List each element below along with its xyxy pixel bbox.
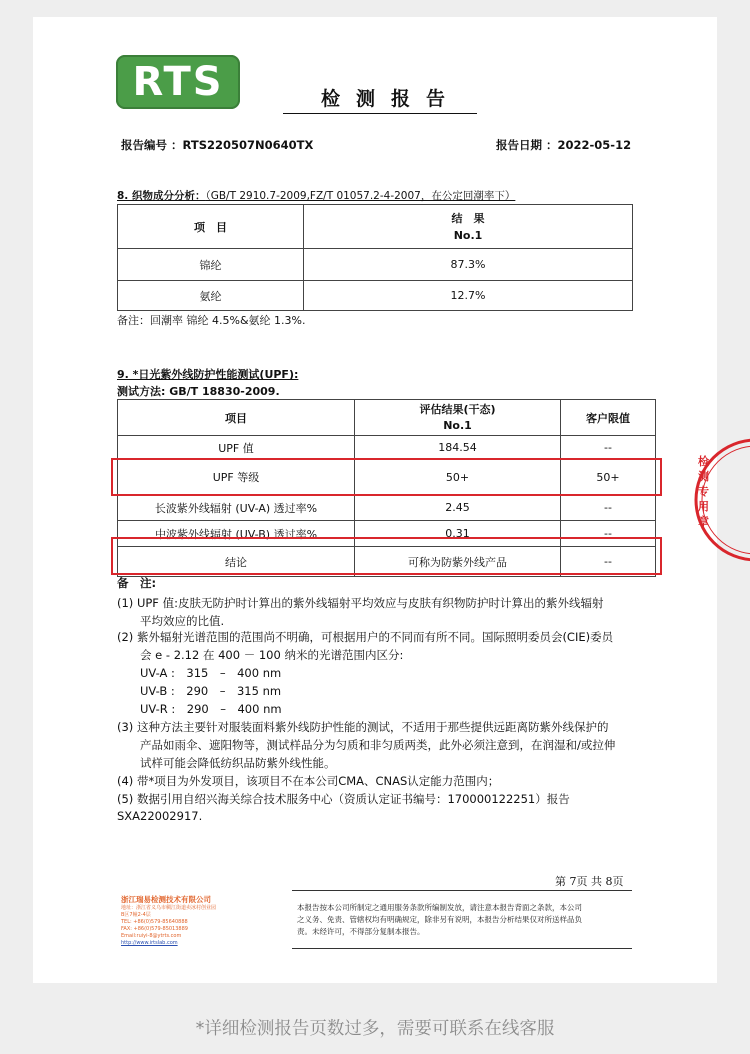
row-item: 中波紫外线辐射 (UV-B) 透过率% (118, 521, 355, 547)
note-1b: 平均效应的比值. (140, 614, 225, 628)
row-item: 长波紫外线辐射 (UV-A) 透过率% (118, 495, 355, 521)
row-value: 87.3% (304, 249, 633, 281)
inspection-stamp (684, 430, 750, 570)
footer-rule-top (292, 890, 632, 891)
composition-remark: 备注：回潮率 锦纶 4.5%&氨纶 1.3%. (117, 314, 306, 327)
conclusion-highlight (111, 537, 662, 575)
footer-rule-bottom (292, 948, 632, 949)
section8-title: 8. 织物成分分析： (117, 190, 206, 202)
row-value: 12.7% (304, 281, 633, 311)
row-item: 锦纶 (118, 249, 304, 281)
note-2a: (2) 紫外辐射光谱范围的范围尚不明确，可根据用户的不同而有所不同。国际照明委员会(CIE)委员 (117, 630, 614, 644)
row-item: 结论 (118, 547, 355, 577)
report-number-label: 报告编号 ： (121, 138, 183, 152)
report-date (496, 137, 631, 153)
rts-logo (116, 55, 240, 109)
title-underline (283, 113, 477, 114)
row-value: 50+ (355, 460, 561, 495)
report-number-value: RTS220507N0640TX (182, 138, 314, 152)
note-2b: 会 e - 2.12 在 400 － 100 纳米的光谱范围内区分: (140, 648, 404, 662)
row-item: UPF 等级 (118, 460, 355, 495)
disclaimer-line: 责。未经许可，不得部分复制本报告。 (297, 927, 425, 936)
note-3b: 产品如雨伞、遮阳物等，测试样品分为匀质和非匀质两类，此外必须注意到，在润湿和/或拉伸 (140, 738, 616, 752)
col-header-result (304, 205, 633, 249)
company-fax: FAX: +86(0)579-85013889 (121, 926, 188, 932)
company-address-1: 地址：浙江省义乌市稠江街道卖冰村创业园 (121, 905, 217, 911)
company-email: Email:ruiyi-8@ytrts.com (121, 933, 182, 939)
row-value: 2.45 (355, 495, 561, 521)
row-item: 氨纶 (118, 281, 304, 311)
stamp-graphic (684, 430, 750, 570)
disclaimer-line: 之义务、免责、管辖权均有明确规定，除非另有说明，本报告分析结果仅对所送样品负 (297, 915, 582, 924)
disclaimer (297, 902, 633, 938)
col-header-limit: 客户限值 (561, 400, 656, 436)
note-3a: (3) 这种方法主要针对服装面料紫外线防护性能的测试，不适用于那些提供远距离防紫外线保护的 (117, 720, 609, 734)
row-value: 184.54 (355, 436, 561, 460)
company-tel: TEL: +86(0)579-85640888 (121, 919, 188, 925)
uva-range: UV-A : 315 – 400 nm (140, 666, 282, 680)
company-name: 浙江瑞易检测技术有限公司 (121, 895, 211, 904)
row-value: 0.31 (355, 521, 561, 547)
page-number: 第 7页 共 8页 (555, 875, 624, 888)
result-label: 结 果 (451, 211, 485, 225)
row-value: 可称为防紫外线产品 (355, 547, 561, 577)
upf-grade-highlight (111, 458, 662, 496)
row-item: UPF 值 (118, 436, 355, 460)
section8-heading (117, 188, 515, 203)
disclaimer-line: 本报告按本公司所制定之通用服务条款所编制发放，请注意本报告背面之条款，本公司 (297, 903, 582, 912)
table-header-row (118, 205, 633, 249)
row-limit: -- (561, 521, 656, 547)
note-4: (4) 带*项目为外发项目，该项目不在本公司CMA、CNAS认定能力范围内； (117, 774, 500, 788)
bottom-caption: *详细检测报告页数过多，需要可联系在线客服 (195, 1019, 555, 1039)
note-5b: SXA22002917. (117, 809, 203, 823)
company-website-link[interactable]: http://www.irtslab.com (121, 940, 178, 946)
table-row (118, 436, 656, 460)
report-title: 检测报告 (320, 88, 461, 110)
row-limit: 50+ (561, 460, 656, 495)
company-address-2: B区7幢2-4层 (121, 912, 151, 918)
col-header-item: 项 目 (118, 205, 304, 249)
section9-title: 9. *日光紫外线防护性能测试(UPF): (117, 368, 299, 381)
table-row (118, 495, 656, 521)
report-date-label: 报告日期 ： (496, 138, 558, 152)
row-limit: -- (561, 495, 656, 521)
table-row (118, 281, 633, 311)
uvb-range: UV-B : 290 – 315 nm (140, 684, 282, 698)
table-header-row (118, 400, 656, 436)
row-limit: -- (561, 547, 656, 577)
composition-table (117, 204, 633, 311)
company-info (121, 894, 281, 947)
logo-text: RTS (132, 59, 224, 105)
sample-no: No.1 (453, 228, 483, 242)
report-date-value: 2022-05-12 (557, 138, 632, 152)
note-3c: 试样可能会降低纺织品防紫外线性能。 (140, 756, 336, 770)
row-limit: -- (561, 436, 656, 460)
stamp-text: 检测专用章 (698, 455, 709, 528)
result-label: 评估结果(干态) (419, 402, 496, 416)
uvr-range: UV-R : 290 – 400 nm (140, 702, 282, 716)
section9-method: 测试方法: GB/T 18830-2009. (117, 385, 280, 398)
note-1a: (1) UPF 值:皮肤无防护时计算出的紫外线辐射平均效应与皮肤有织物防护时计算出的紫外线辐射 (117, 596, 604, 610)
col-header-item: 项目 (118, 400, 355, 436)
notes-heading: 备 注: (117, 576, 157, 590)
sample-no: No.1 (443, 418, 472, 432)
table-row (118, 249, 633, 281)
report-number (121, 137, 313, 153)
note-5a: (5) 数据引用自绍兴海关综合技术服务中心（资质认定证书编号：170000122251）报告 (117, 792, 570, 806)
section8-method: （GB/T 2910.7-2009,FZ/T 01057.2-4-2007，在公定回潮率下） (205, 190, 516, 202)
col-header-result (355, 400, 561, 436)
